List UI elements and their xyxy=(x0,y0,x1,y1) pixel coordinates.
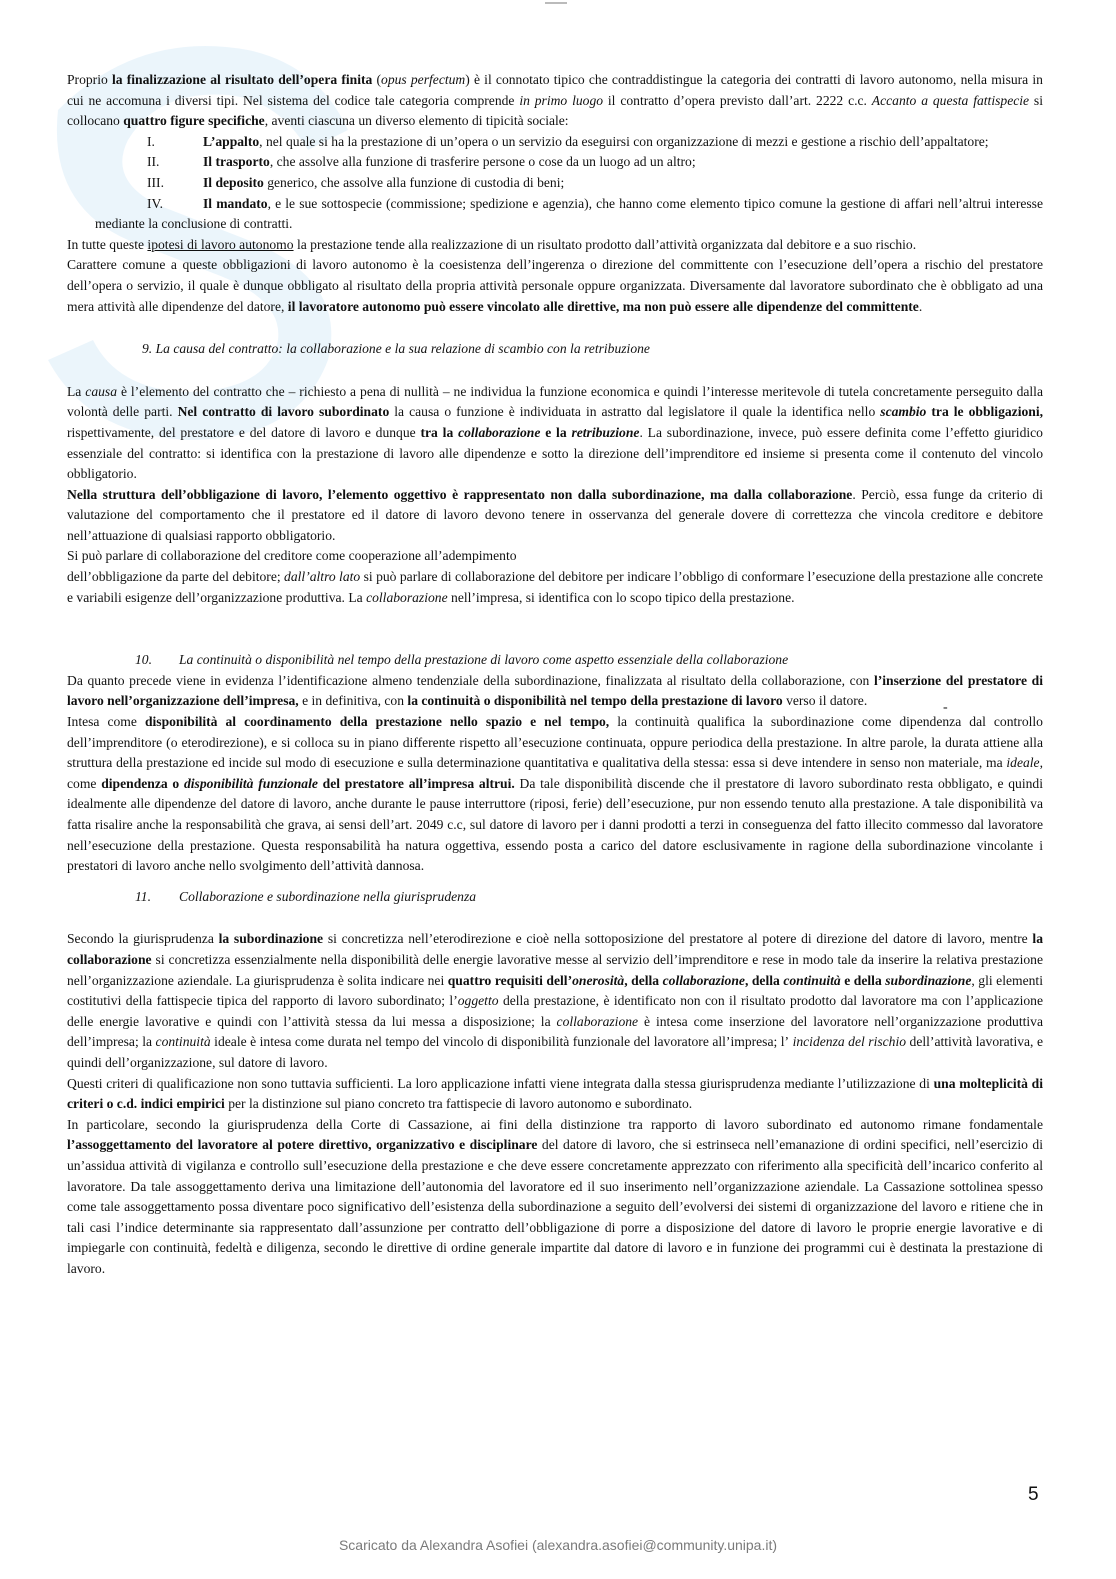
paragraph-9: Intesa come disponibilità al coordinamento della prestazione nello spazio e nel tempo, la continuità qualifica la subordinazione come dipendenza dal controllo dell’imprenditore (o eterodirezione), e si colloca su in piano differente rispetto all’esecuzione continuata, oppure periodica della prestazione. In altre parole, la durata attiene alla struttura della prestazione ed incide sul modo di esecuzione e sulla determinazione quantitativa e qualitativa della stessa: essa si deve intendere in senso non materiale, ma ideale, come dipendenza o disponibilità funzionale del prestatore all’impresa altrui. Da tale disponibilità discende che il prestatore di lavoro subordinato resta obbligato, e quindi idealmente alle dipendenze del datore di lavoro, anche durante le pause interruttore (riposi, ferie) dell’esecuzione, pur non essendo tenuto alla prestazione. A tale disponibilità va fatta risalire anche la responsabilità che grava, ai sensi dell’art. 2049 c.c, sul datore di lavoro per i danni prodotti a terzi in conseguenza del fatto illecito commesso dal lavoratore nell’esecuzione della prestazione. Questa responsabilità ha natura oggettiva, essendo posta a carico del datore esclusivamente in ragione della subordinazione vincolante i prestatori di lavoro anche nello svolgimento dell’attività dannosa. xyxy=(67,714,1043,874)
list-item: I. L’appalto, nel quale si ha la prestazione di un’opera o un servizio da eseguirsi con organizzazione di mezzi e gestione a rischio dell’appaltatore; xyxy=(147,133,989,149)
section-heading-9: 9. La causa del contratto: la collaborazione e la sua relazione di scambio con la retribuzione xyxy=(142,341,650,357)
paragraph-10: Secondo la giurisprudenza la subordinazione si concretizza nell’eterodirezione e cioè nella sottoposizione del prestatore al potere di direzione del datore di lavoro, mentre la collaborazione si concretizza essenzialmente nella disponibilità delle energie lavorative messe al servizio dell’imprenditore e rese in modo tale da inserire la relativa prestazione nell’organizzazione aziendale. La giurisprudenza è solita indicare nei quattro requisiti dell’onerosità, della collaborazione, della continuità e della subordinazione, gli elementi costitutivi della fattispecie tipica del rapporto di lavoro subordinato; l’oggetto della prestazione, è identificato non con il risultato prodotto dal lavoratore ma con l’applicazione delle energie lavorative e quindi con l’attività stessa da lui messa a disposizione; la collaborazione è intesa come inserzione del lavoratore nell’organizzazione produttiva dell’impresa; la continuità ideale è intesa come durata nel tempo del vincolo di disponibilità funzionale del lavoratore all’impresa; l’ incidenza del rischio dell’attività lavorativa, e quindi dell’organizzazione, sul datore di lavoro. xyxy=(67,931,1044,1070)
list-item: IV. Il mandato, e le sue sottospecie (commissione; spedizione e agenzia), che hanno come elemento tipico comune la gestione di affari nell’altrui interesse mediante la conclusione di contratti. xyxy=(95,195,1043,232)
paragraph-5: Nella struttura dell’obbligazione di lavoro, l’elemento oggettivo è rappresentato non dalla subordinazione, ma dalla collaborazione. Perciò, essa funge da criterio di valutazione del comportamento che il prestatore ed il datore di lavoro devono tenere in osservanza del generale dovere di correttezza che vincola creditore e debitore nell’attuazione di qualsiasi rapporto obbligatorio. xyxy=(67,486,1043,543)
list-item: III. Il deposito generico, che assolve alla funzione di custodia di beni; xyxy=(147,174,565,190)
paragraph-11: Questi criteri di qualificazione non sono tuttavia sufficienti. La loro applicazione infatti viene integrata dalla stessa giurisprudenza mediante l’utilizzazione di una molteplicità di criteri o c.d. indici empirici per la distinzione sul piano concreto tra fattispecie di lavoro autonomo e subordinato. xyxy=(67,1075,1043,1112)
paragraph-2: In tutte queste ipotesi di lavoro autonomo la prestazione tende alla realizzazione di un risultato prodotto dall’attività organizzata dal debitore e a suo rischio. xyxy=(67,236,917,252)
document-body xyxy=(67,70,1043,1279)
paragraph-12: In particolare, secondo la giurisprudenza della Corte di Cassazione, ai fini della distinzione tra rapporto di lavoro subordinato ed autonomo rimane fondamentale l’assoggettamento del lavoratore al potere direttivo, organizzativo e disciplinare del datore di lavoro, che si estrinseca nell’emanazione di ordini specifici, nell’esercizio di un’assidua attività di vigilanza e controllo sull’esecuzione della prestazione e che deve essere concretamente apprezzato con riferimento alla specificità dell’incarico conferito al lavoratore. Da tale assoggettamento deriva una limitazione dell’autonomia del lavoratore ed il suo inserimento nell’organizzazione aziendale. La Cassazione sottolinea spesso come tale assoggettamento possa diventare poco significativo dell’esistenza della subordinazione a seguito dell’evolversi dei sistemi di organizzazione del lavoro e ritiene che in tali casi l’indice determinante sia rappresentato dall’assunzione per contratto dell’obbligazione di porre a disposizione del datore di lavoro le proprie energie lavorative e di impiegarle con continuità, fedeltà e diligenza, secondo le direttive di ordine generale impartite dal datore di lavoro e in funzione dei programmi cui è destinata la prestazione di lavoro. xyxy=(67,1116,1043,1276)
section-heading-11: 11. Collaborazione e subordinazione nella giurisprudenza xyxy=(135,888,477,904)
figures-list xyxy=(67,132,1043,235)
section-heading-10: 10. La continuità o disponibilità nel tempo della prestazione di lavoro come aspetto essenziale della collaborazione xyxy=(135,652,789,668)
paragraph-1: Proprio la finalizzazione al risultato dell’opera finita (opus perfectum) è il connotato tipico che contraddistingue la categoria dei contratti di lavoro autonomo, nella misura in cui ne accomuna i diversi tipi. Nel sistema del codice tale categoria comprende in primo luogo il contratto d’opera previsto dall’art. 2222 c.c. Accanto a questa fattispecie si collocano quattro figure specifiche, aventi ciascuna un diverso elemento di tipicità sociale: xyxy=(67,72,1044,129)
paragraph-4: La causa è l’elemento del contratto che – richiesto a pena di nullità – ne individua la funzione economica e quindi l’interesse meritevole di tutela concretamente perseguito dalla volontà delle parti. Nel contratto di lavoro subordinato la causa o funzione è individuata in astratto dal legislatore il quale la identifica nello scambio tra le obbligazioni, rispettivamente, del prestatore e del datore di lavoro e dunque tra la collaborazione e la retribuzione. La subordinazione, invece, può essere definita come l’effetto giuridico essenziale del contratto: si identifica con la prestazione di lavoro alle dipendenze e sotto la direzione dell’imprenditore ed insieme si presenta come il contenuto del vincolo obbligatorio. xyxy=(67,383,1044,482)
paragraph-6: Si può parlare di collaborazione del creditore come cooperazione all’adempimento xyxy=(67,548,517,564)
list-item: II. Il trasporto, che assolve alla funzione di trasferire persone o cose da un luogo ad un altro; xyxy=(147,154,696,170)
top-mark xyxy=(545,2,567,4)
stray-dash: - xyxy=(943,700,948,715)
paragraph-8: Da quanto precede viene in evidenza l’identificazione almeno tendenziale della subordinazione, finalizzata al risultato della collaborazione, con l’inserzione del prestatore di lavoro nell’organizzazione dell’impresa, e in definitiva, con la continuità o disponibilità nel tempo della prestazione di lavoro verso il datore. xyxy=(67,672,1043,709)
page-number: 5 xyxy=(1028,1484,1039,1505)
paragraph-7: dell’obbligazione da parte del debitore; dall’altro lato si può parlare di collaborazione del debitore per indicare l’obbligo di conformare l’esecuzione della prestazione alle concrete e variabili esigenze dell’organizzazione produttiva. La collaborazione nell’impresa, si identifica con lo scopo tipico della prestazione. xyxy=(67,569,1043,605)
paragraph-3: Carattere comune a queste obbligazioni di lavoro autonomo è la coesistenza dell’ingerenza o direzione del committente con l’esecuzione dell’opera a rischio del prestatore dell’opera o servizio, il quale è dunque obbligato al risultato della propria attività personale oppure organizzata. Diversamente dal lavoratore subordinato che è obbligato ad una mera attività alle dipendenze del datore, il lavoratore autonomo può essere vincolato alle direttive, ma non può essere alle dipendenze del committente. xyxy=(67,257,1043,314)
download-footer: Scaricato da Alexandra Asofiei (alexandra.asofiei@community.unipa.it) xyxy=(338,1537,778,1553)
